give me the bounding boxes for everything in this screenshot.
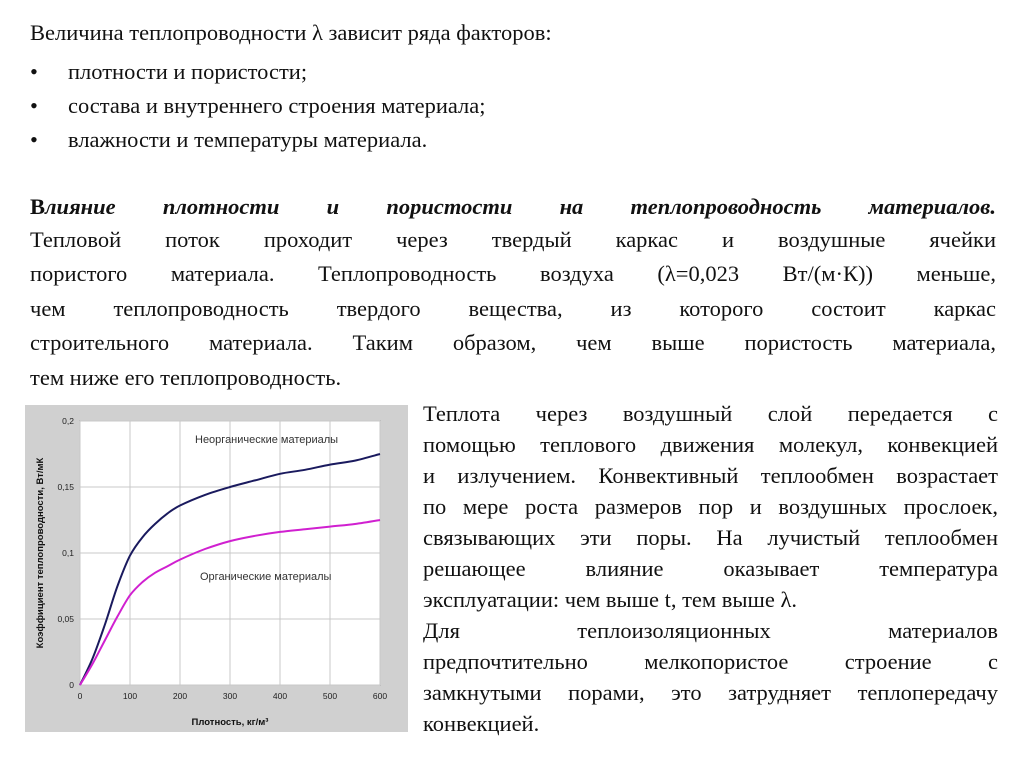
y-tick-label: 0 (69, 680, 74, 690)
x-tick-label: 0 (77, 691, 83, 701)
y-tick-label: 0,05 (57, 614, 74, 624)
x-tick-label: 500 (322, 691, 338, 701)
text-line: по мере роста размеров пор и воздушных прослоек, (423, 494, 998, 519)
bullet-marker: • (30, 127, 38, 152)
x-tick-label: 400 (272, 691, 288, 701)
section-line: тем ниже его теплопроводность. (30, 365, 342, 390)
text-line: Теплота через воздушный слой передается с (423, 401, 998, 426)
text-line: Для теплоизоляционных материалов (423, 618, 998, 643)
section-line: чем теплопроводность твердого вещества, из которого состоит каркас (30, 296, 996, 321)
y-tick-label: 0,2 (62, 416, 74, 426)
y-tick-label: 0,15 (57, 482, 74, 492)
text-line: эксплуатации: чем выше t, тем выше λ. (423, 587, 797, 612)
text-line: связывающих эти поры. На лучистый теплообмен (423, 525, 998, 550)
section-heading (30, 193, 996, 221)
intro-heading: Величина теплопроводности λ зависит ряда факторов: (30, 20, 552, 45)
x-tick-label: 200 (172, 691, 188, 701)
x-axis-label: Плотность, кг/м³ (191, 717, 269, 728)
y-axis-label: Коэффициент теплопроводности, Вт/мК (35, 457, 46, 649)
section-heading-initial: В (30, 194, 46, 219)
list-item-text: состава и внутреннего строения материала; (68, 93, 486, 118)
x-tick-label: 300 (222, 691, 238, 701)
text-line: конвекцией. (423, 711, 540, 736)
x-tick-label: 600 (372, 691, 388, 701)
series-label-inorganic: Неорганические материалы (195, 434, 339, 446)
text-line: и излучением. Конвективный теплообмен возрастает (423, 463, 998, 488)
section-heading-text: лияние плотности и пористости на теплопроводность материалов. (45, 194, 996, 219)
text-line: решающее влияние оказывает температура (423, 556, 998, 581)
section-line: Тепловой поток проходит через твердый каркас и воздушные ячейки (30, 227, 996, 252)
list-item-text: плотности и пористости; (68, 59, 308, 84)
chart-svg (25, 405, 408, 732)
series-label-organic: Органические материалы (200, 571, 332, 583)
bullet-marker: • (30, 59, 38, 84)
x-tick-label: 100 (122, 691, 138, 701)
text-line: помощью теплового движения молекул, конвекцией (423, 432, 998, 457)
list-item-text: влажности и температуры материала. (68, 127, 428, 152)
y-tick-label: 0,1 (62, 548, 74, 558)
text-line: предпочтительно мелкопористое строение с (423, 649, 998, 674)
text-line: замкнутыми порами, это затрудняет теплопередачу (423, 680, 998, 705)
bullet-marker: • (30, 93, 38, 118)
section-line: строительного материала. Таким образом, чем выше пористость материала, (30, 330, 996, 355)
section-line: пористого материала. Теплопроводность воздуха (λ=0,023 Вт/(м·К)) меньше, (30, 261, 996, 286)
density-conductivity-chart (25, 405, 408, 732)
